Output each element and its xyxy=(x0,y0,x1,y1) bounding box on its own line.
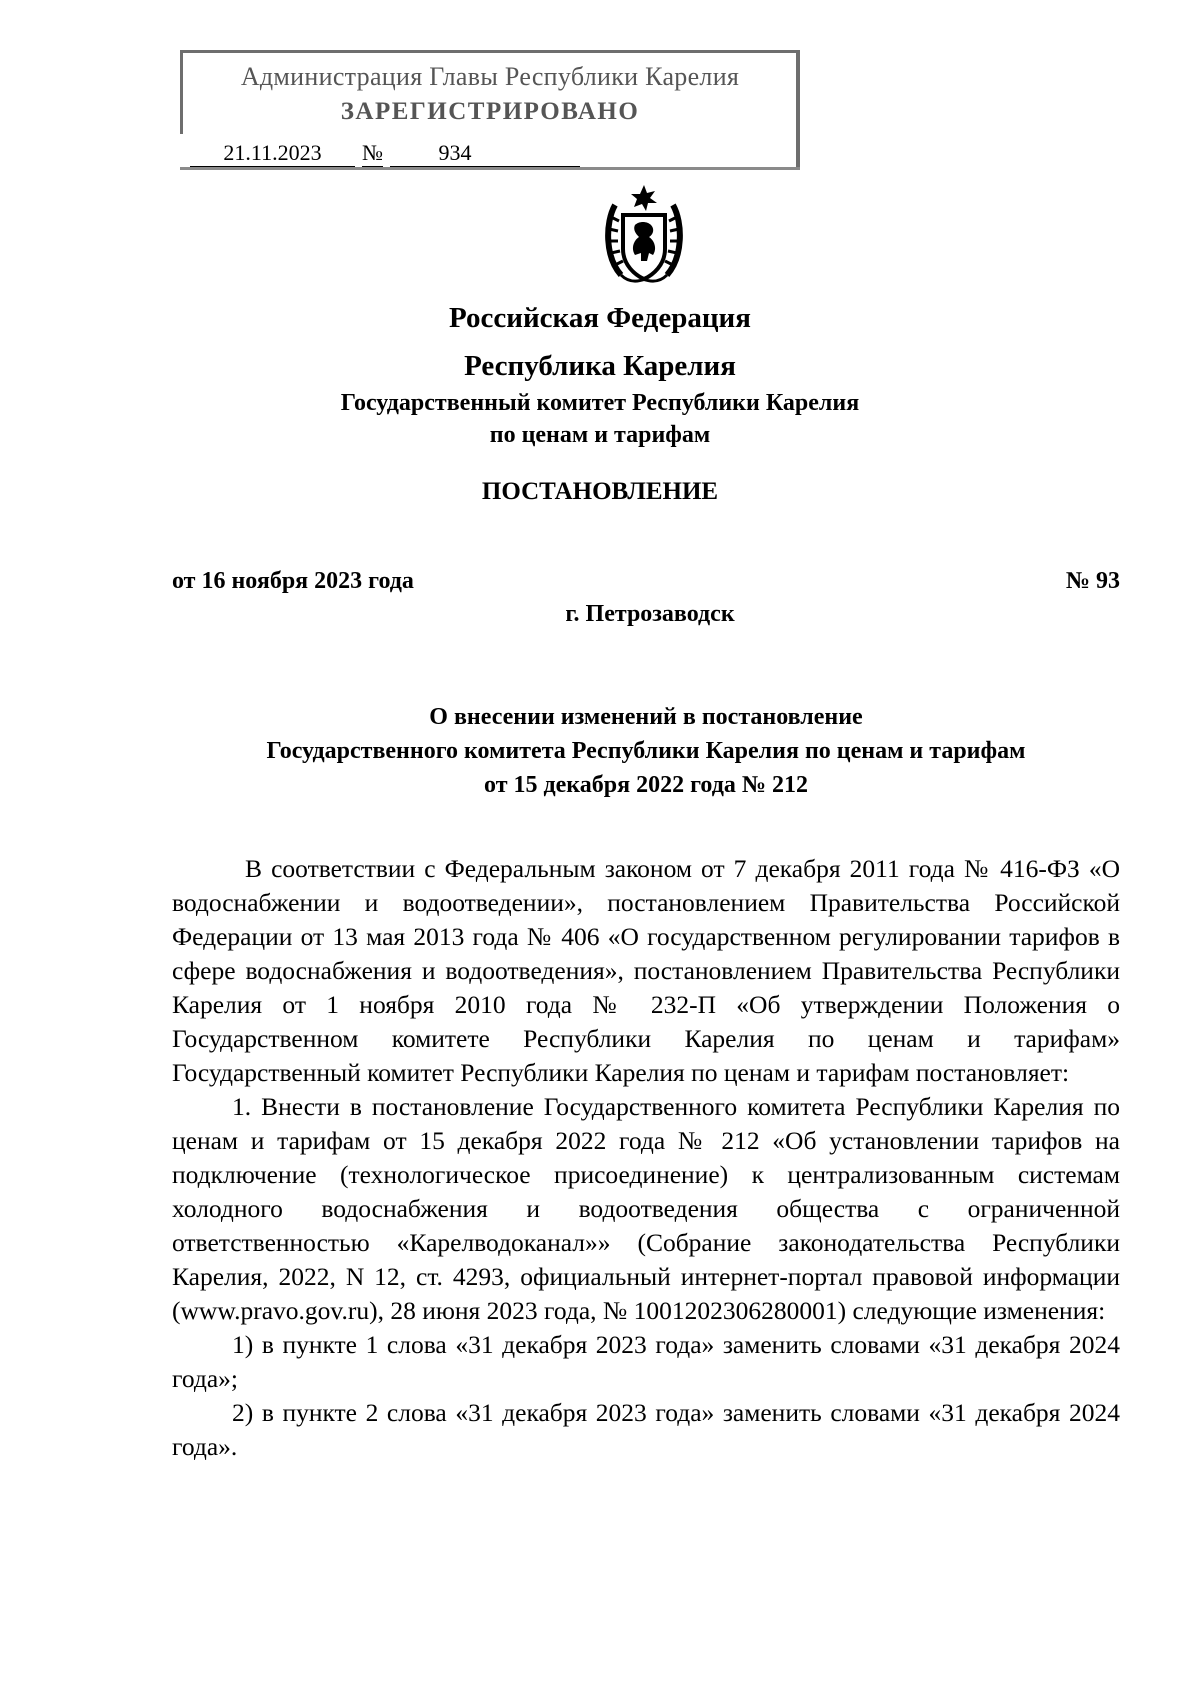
document-city: г. Петрозаводск xyxy=(565,601,735,627)
title-line-3: от 15 декабря 2022 года № 212 xyxy=(484,772,808,798)
stamp-authority: Администрация Главы Республики Карелия xyxy=(240,62,740,91)
document-body xyxy=(172,852,1120,1464)
heading-republic: Республика Карелия xyxy=(464,350,736,382)
document-number: № 93 xyxy=(1065,568,1120,594)
subitem-2-paragraph: 2) в пункте 2 слова «31 декабря 2023 года» заменить словами «31 декабря 2024 года». xyxy=(172,1398,1120,1461)
stamp-border-bottom xyxy=(180,167,800,170)
title-line-1: О внесении изменений в постановление xyxy=(429,704,863,730)
preamble-paragraph: В соответствии с Федеральным законом от 7 декабря 2011 года № 416-ФЗ «О водоснабжении и водоотведении», постановлением Правительства Российской Федерации от 13 мая 2013 года № 406 «О государственном регулировании тарифов в сфере водоснабжения и водоотведения», постановлением Правительства Республики Карелия от 1 ноября 2010 года № 232-П «Об утверждении Положения о Государственном комитете Республики Карелия по ценам и тарифам» Государственный комитет Республики Карелия по ценам и тарифам постановляет: xyxy=(172,854,1120,1087)
document-date: от 16 ноября 2023 года xyxy=(172,568,414,594)
document-title xyxy=(172,700,1120,802)
heading-federation: Российская Федерация xyxy=(449,302,751,334)
item-1-paragraph: 1. Внести в постановление Государственного комитета Республики Карелия по ценам и тарифам от 15 декабря 2022 года № 212 «Об установлении тарифов на подключение (технологическое присоединение) к централизованным системам холодного водоснабжения и водоотведения общества с ограниченной ответственностью «Карелводоканал»» (Собрание законодательства Республики Карелия, 2022, N 12, ст. 4293, официальный интернет-портал правовой информации (www.pravo.gov.ru), 28 июня 2023 года, № 1001202306280001) следующие изменения: xyxy=(172,1092,1120,1325)
title-line-2: Государственного комитета Республики Карелия по ценам и тарифам xyxy=(266,738,1026,764)
stamp-registered-label: ЗАРЕГИСТРИРОВАНО xyxy=(340,98,640,125)
karelia-coat-of-arms-icon xyxy=(601,183,687,289)
stamp-number-sign: № xyxy=(362,140,383,165)
stamp-border-top xyxy=(180,50,800,53)
document-type: ПОСТАНОВЛЕНИЕ xyxy=(481,478,719,505)
stamp-date: 21.11.2023 xyxy=(190,140,355,167)
registration-stamp xyxy=(180,50,800,170)
subitem-1-paragraph: 1) в пункте 1 слова «31 декабря 2023 года» заменить словами «31 декабря 2024 года»; xyxy=(172,1330,1120,1393)
stamp-number: 934 xyxy=(390,140,580,167)
heading-committee-line2: по ценам и тарифам xyxy=(489,422,711,448)
heading-committee: Государственный комитет Республики Карелия xyxy=(340,390,860,416)
